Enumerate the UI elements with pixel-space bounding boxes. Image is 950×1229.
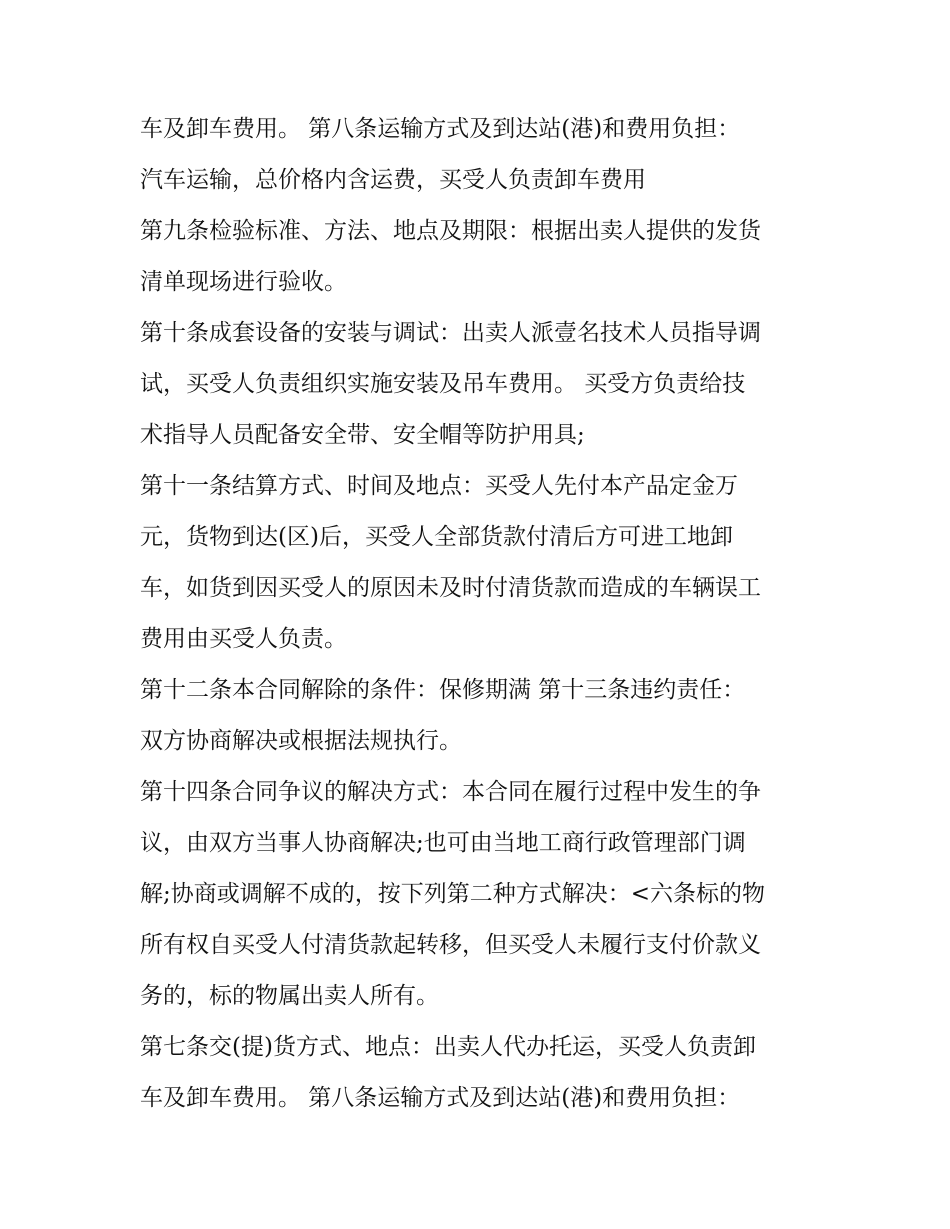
text-line: 所有权自买受人付清货款起转移，但买受人未履行支付价款义 — [140, 932, 761, 958]
text-line: 解;协商或调解不成的，按下列第二种方式解决：<六条标的物 — [140, 881, 766, 907]
text-line: 费用由买受人负责。 — [140, 626, 347, 652]
text-line: 车及卸车费用。 第八条运输方式及到达站(港)和费用负担： — [140, 1085, 741, 1111]
text-line: 术指导人员配备安全带、安全帽等防护用具; — [140, 422, 585, 448]
text-line: 清单现场进行验收。 — [140, 269, 347, 295]
text-line: 元，货物到达(区)后，买受人全部货款付清后方可进工地卸 — [140, 524, 733, 550]
text-line: 务的，标的物属出卖人所有。 — [140, 983, 439, 1009]
text-line: 第十四条合同争议的解决方式：本合同在履行过程中发生的争 — [140, 779, 761, 805]
text-line: 试，买受人负责组织实施安装及吊车费用。 买受方负责给技 — [140, 371, 746, 397]
text-line: 双方协商解决或根据法规执行。 — [140, 728, 462, 754]
text-line: 议，由双方当事人协商解决;也可由当地工商行政管理部门调 — [140, 830, 746, 856]
text-line: 汽车运输，总价格内含运费，买受人负责卸车费用 — [140, 167, 646, 193]
text-line: 第十一条结算方式、时间及地点：买受人先付本产品定金万 — [140, 473, 738, 499]
document-body — [140, 104, 820, 1124]
text-line: 第七条交(提)货方式、地点：出卖人代办托运，买受人负责卸 — [140, 1034, 756, 1060]
text-line: 车及卸车费用。 第八条运输方式及到达站(港)和费用负担： — [140, 116, 741, 142]
text-line: 第十条成套设备的安装与调试：出卖人派壹名技术人员指导调 — [140, 320, 761, 346]
text-line: 车，如货到因买受人的原因未及时付清货款而造成的车辆误工 — [140, 575, 761, 601]
text-line: 第九条检验标准、方法、地点及期限：根据出卖人提供的发货 — [140, 218, 761, 244]
text-line: 第十二条本合同解除的条件：保修期满 第十三条违约责任： — [140, 677, 746, 703]
